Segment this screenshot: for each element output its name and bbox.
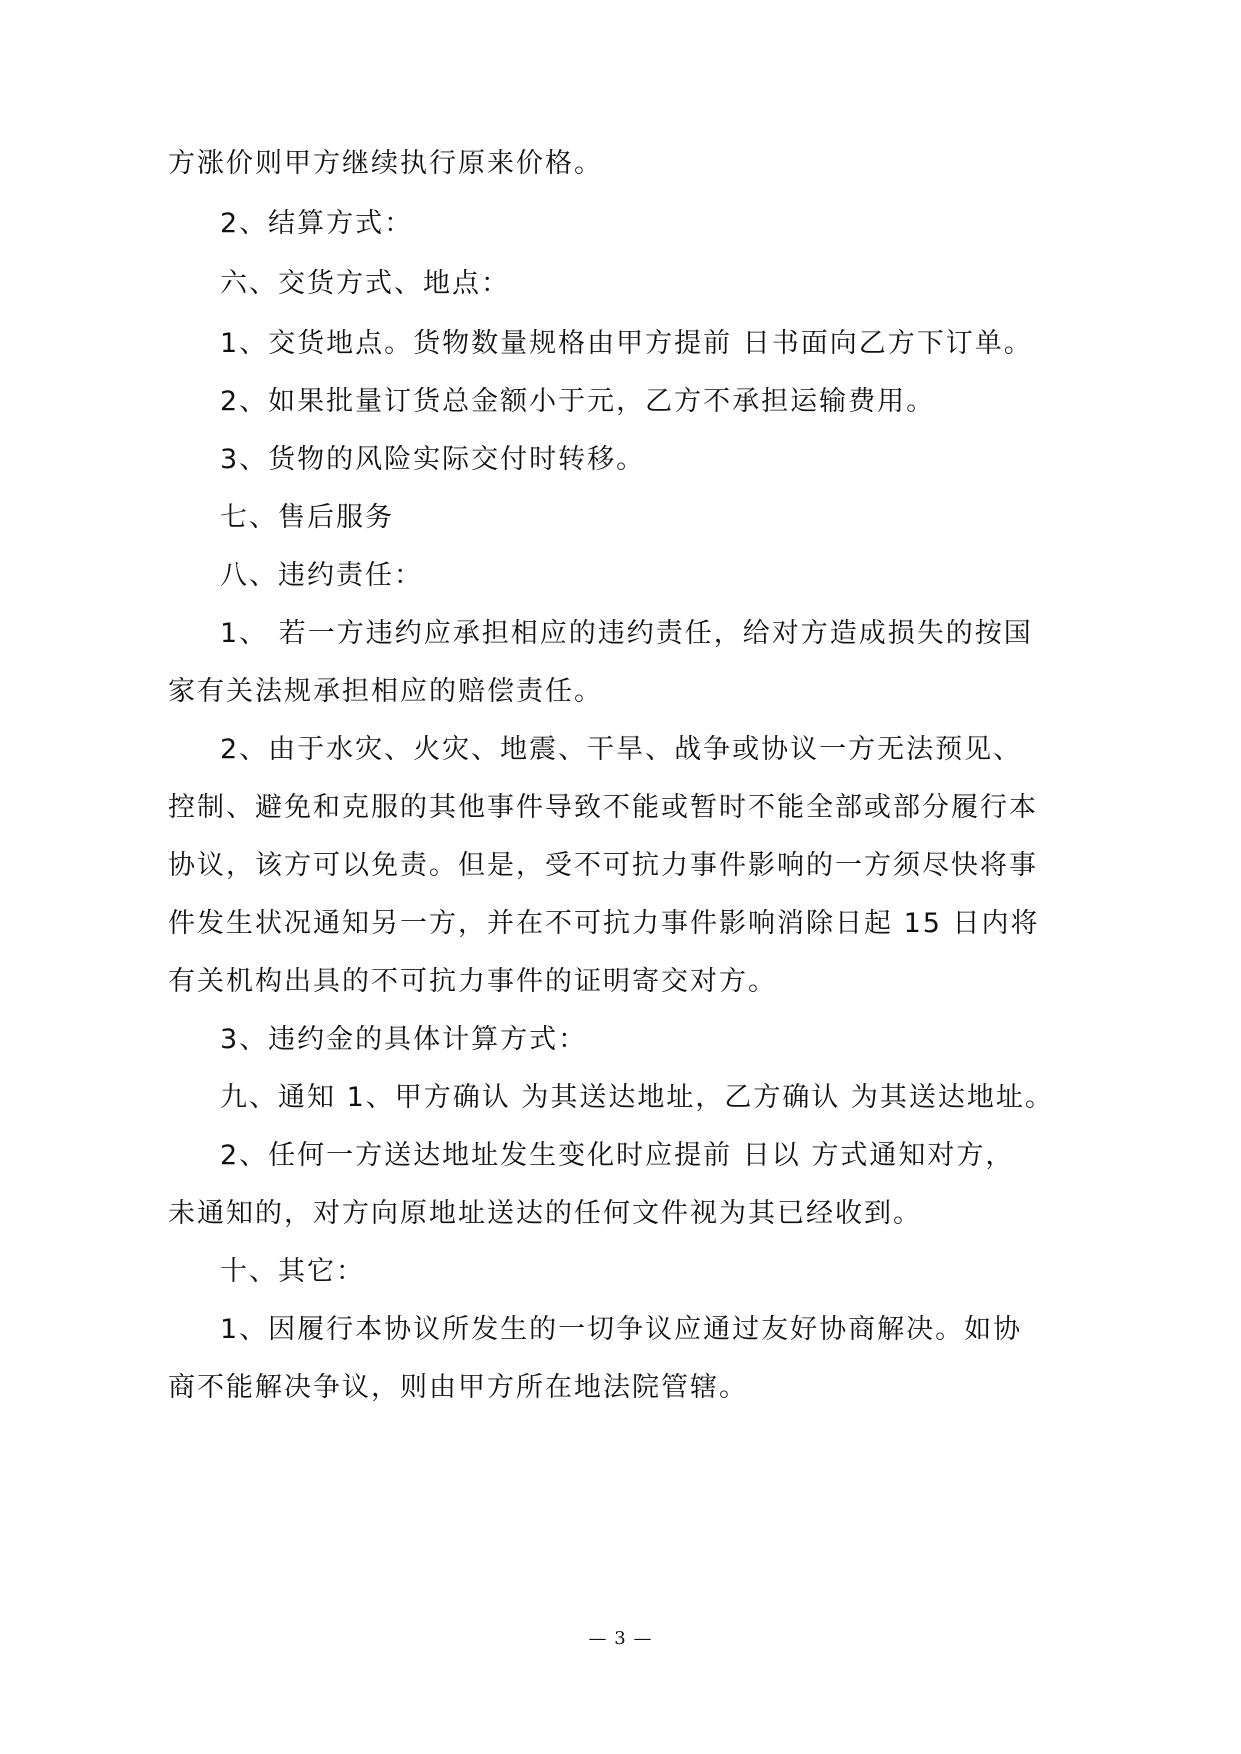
page-number: — 3 — bbox=[588, 1628, 653, 1649]
paragraph-line: 家有关法规承担相应的赔偿责任。 bbox=[168, 676, 603, 707]
section-heading: 十、其它： bbox=[220, 1256, 365, 1287]
paragraph-line: 件发生状况通知另一方，并在不可抗力事件影响消除日起 15 日内将 bbox=[168, 908, 1040, 939]
paragraph-line: 九、通知 1、甲方确认 为其送达地址，乙方确认 为其送达地址。 bbox=[220, 1082, 1054, 1113]
paragraph-line: 3、货物的风险实际交付时转移。 bbox=[220, 444, 646, 475]
section-heading: 八、违约责任： bbox=[220, 560, 423, 591]
section-heading: 六、交货方式、地点： bbox=[220, 268, 510, 299]
paragraph-line: 协议，该方可以免责。但是，受不可抗力事件影响的一方须尽快将事 bbox=[168, 850, 1038, 881]
paragraph-line: 未通知的，对方向原地址送达的任何文件视为其已经收到。 bbox=[168, 1198, 922, 1229]
paragraph-line: 1、 若一方违约应承担相应的违约责任，给对方造成损失的按国 bbox=[220, 618, 1033, 649]
paragraph-line: 3、违约金的具体计算方式： bbox=[220, 1024, 588, 1055]
paragraph-line: 有关机构出具的不可抗力事件的证明寄交对方。 bbox=[168, 966, 777, 997]
paragraph-line: 1、交货地点。货物数量规格由甲方提前 日书面向乙方下订单。 bbox=[220, 328, 1033, 359]
section-heading: 2、结算方式： bbox=[220, 208, 414, 239]
paragraph-line: 控制、避免和克服的其他事件导致不能或暂时不能全部或部分履行本 bbox=[168, 792, 1038, 823]
paragraph-line: 2、任何一方送达地址发生变化时应提前 日以 方式通知对方， bbox=[220, 1140, 1015, 1171]
paragraph-line: 1、因履行本协议所发生的一切争议应通过友好协商解决。如协 bbox=[220, 1314, 1023, 1345]
paragraph-line: 方涨价则甲方继续执行原来价格。 bbox=[168, 148, 603, 179]
paragraph-line: 2、由于水灾、火灾、地震、干旱、战争或协议一方无法预见、 bbox=[220, 734, 1023, 765]
paragraph-line: 商不能解决争议，则由甲方所在地法院管辖。 bbox=[168, 1372, 748, 1403]
section-heading: 七、售后服务 bbox=[220, 502, 394, 533]
paragraph-line: 2、如果批量订货总金额小于元，乙方不承担运输费用。 bbox=[220, 386, 936, 417]
